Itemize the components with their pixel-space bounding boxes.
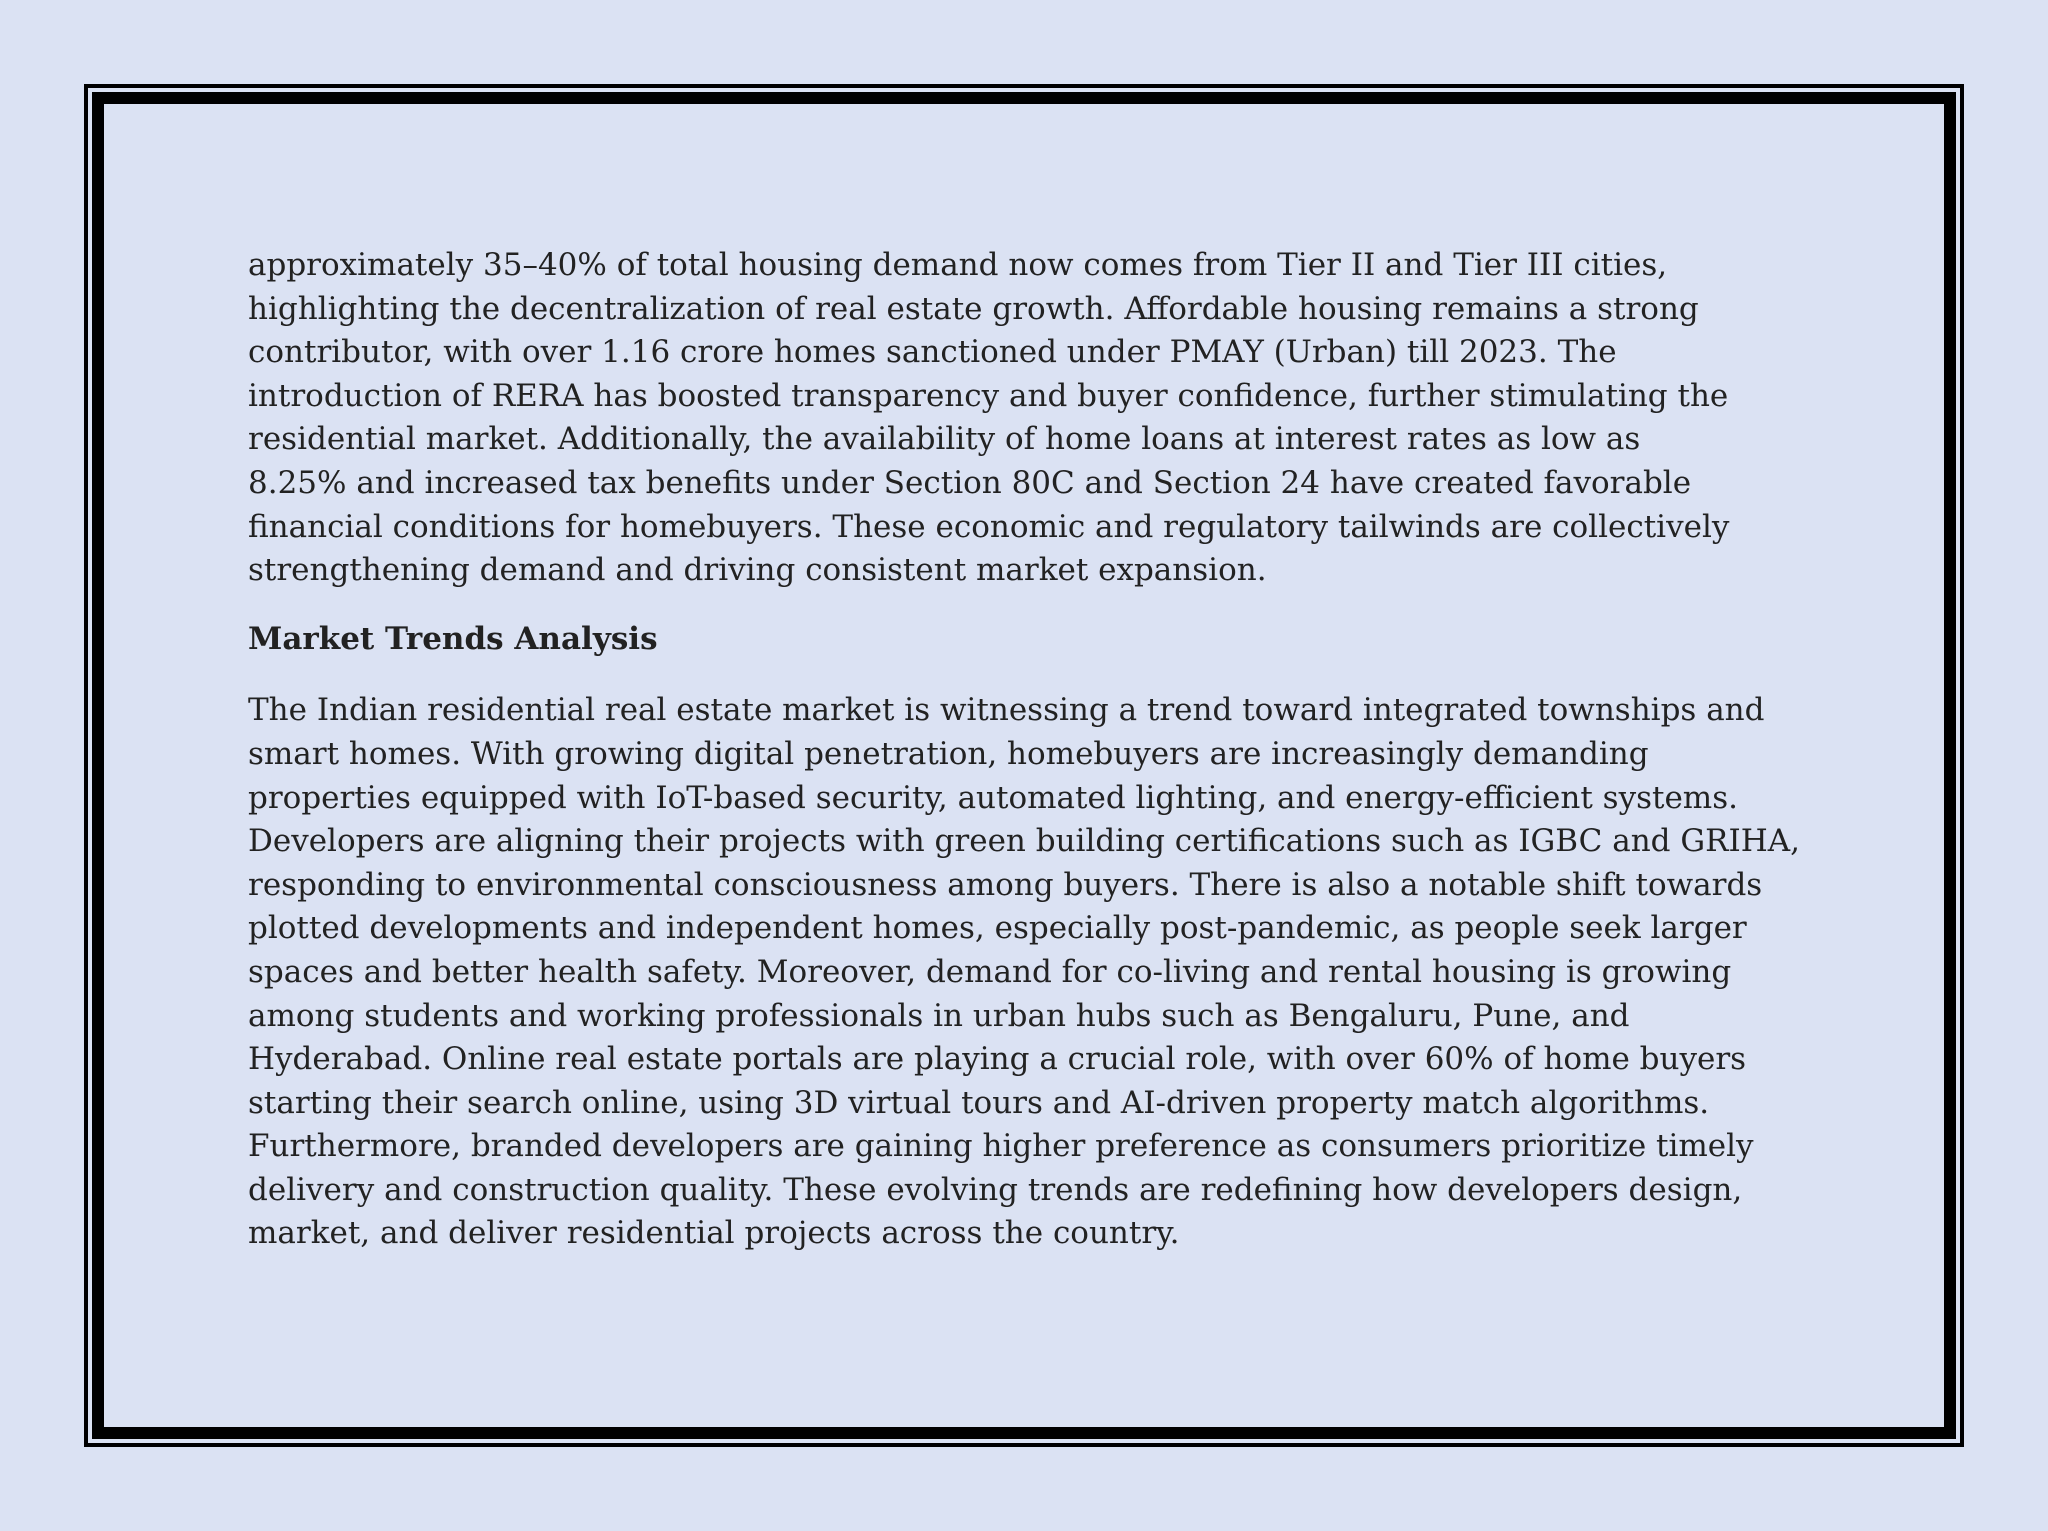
paragraph-market-trends: The Indian residential real estate market is witnessing a trend toward integrated townships and smart homes. With growing digital penetration, homebuyers are increasingly demanding properties equipped with IoT-based security, automated lighting, and energy-efficient systems. Developers are aligning their projects with green building certifications such as IGBC and GRIHA, responding to environmental consciousness among buyers. There is also a notable shift towards plotted developments and independent homes, especially post-pandemic, as people seek larger spaces and better health safety. Moreover, demand for co-living and rental housing is growing among students and working professionals in urban hubs such as Bengaluru, Pune, and Hyderabad. Online real estate portals are playing a crucial role, with over 60% of home buyers starting their search online, using 3D virtual tours and AI-driven property match algorithms. Furthermore, branded developers are gaining higher preference as consumers prioritize timely delivery and construction quality. These evolving trends are redefining how developers design, market, and deliver residential projects across the country.: [248, 692, 1800, 1252]
paragraph-housing-demand: approximately 35–40% of total housing demand now comes from Tier II and Tier III cities, highlighting the decentralization of real estate growth. Affordable housing remains a strong contributor, with over 1.16 crore homes sanctioned under PMAY (Urban) till 2023. The introduction of RERA has boosted transparency and buyer confidence, further stimulating the residential market. Additionally, the availability of home loans at interest rates as low as 8.25% and increased tax benefits under Section 80C and Section 24 have created favorable financial conditions for homebuyers. These economic and regulatory tailwinds are collectively strengthening demand and driving consistent market expansion.: [248, 247, 1730, 589]
document-body: [248, 244, 1828, 1256]
section-heading: Market Trends Analysis: [248, 620, 658, 657]
